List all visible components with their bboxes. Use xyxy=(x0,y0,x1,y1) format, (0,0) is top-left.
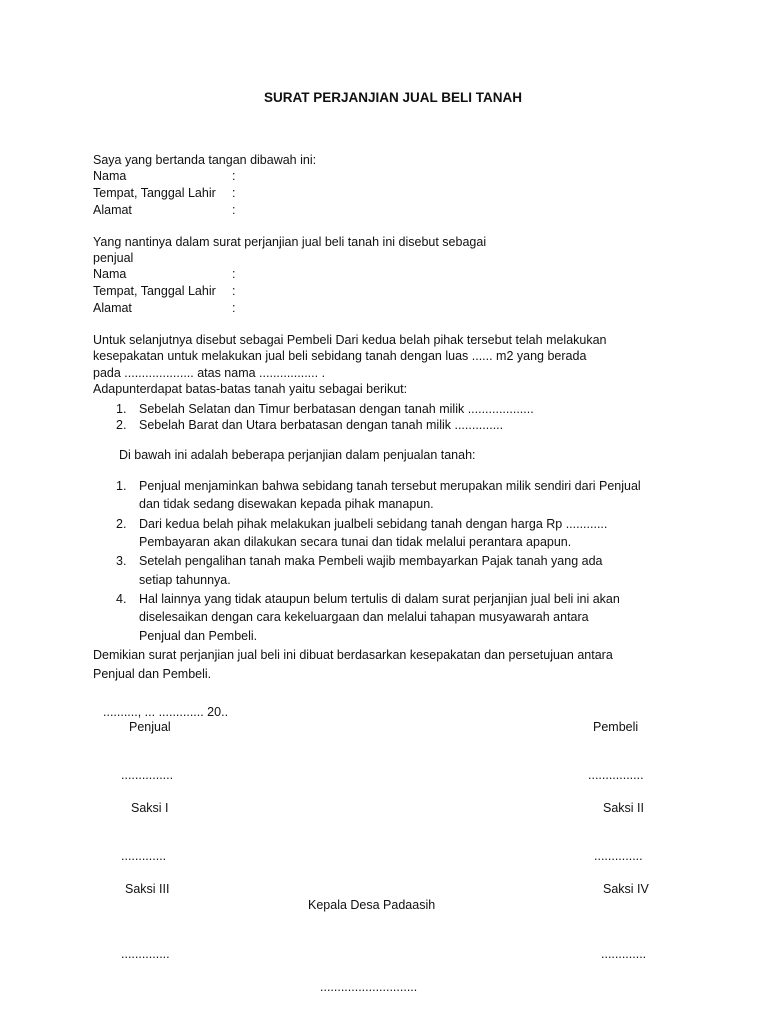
agreement-2-number: 2. xyxy=(116,517,127,531)
intro-text: Saya yang bertanda tangan dibawah ini: xyxy=(93,153,317,167)
party1-birth-label: Tempat, Tanggal Lahir xyxy=(93,186,216,200)
party2-name-colon: : xyxy=(232,267,236,281)
party2-birth-colon: : xyxy=(232,284,236,298)
agreement-1-line-2: dan tidak sedang disewakan kepada pihak manapun. xyxy=(139,497,434,511)
witness-2-signature-line: .............. xyxy=(594,849,643,863)
village-head-signature-line: ............................ xyxy=(320,980,418,994)
agreement-1-line-1: Penjual menjaminkan bahwa sebidang tanah tersebut merupakan milik sendiri dari Penjual xyxy=(139,479,641,493)
boundary-1-number: 1. xyxy=(116,402,127,416)
agreement-4-number: 4. xyxy=(116,592,127,606)
party2-address-colon: : xyxy=(232,301,236,315)
seller-statement-line-2: penjual xyxy=(93,251,134,265)
document-title: SURAT PERJANJIAN JUAL BELI TANAH xyxy=(264,90,523,105)
party1-name-colon: : xyxy=(232,169,236,183)
seller-signature-line: ............... xyxy=(121,768,174,782)
closing-line-2: Penjual dan Pembeli. xyxy=(93,667,212,681)
agreement-4-line-3: Penjual dan Pembeli. xyxy=(139,629,258,643)
witness-4-signature-line: ............. xyxy=(601,947,647,961)
seller-statement-line-1: Yang nantinya dalam surat perjanjian jual beli tanah ini disebut sebagai xyxy=(93,235,487,249)
agreement-1-number: 1. xyxy=(116,479,127,493)
party2-birth-label: Tempat, Tanggal Lahir xyxy=(93,284,216,298)
witness-1-label: Saksi I xyxy=(131,801,169,815)
agreement-3-line-1: Setelah pengalihan tanah maka Pembeli wajib membayarkan Pajak tanah yang ada xyxy=(139,554,603,568)
party2-address-label: Alamat xyxy=(93,301,132,315)
party1-address-label: Alamat xyxy=(93,203,132,217)
closing-line-1: Demikian surat perjanjian jual beli ini dibuat berdasarkan kesepakatan dan persetujuan antara xyxy=(93,648,613,662)
agreement-2-line-2: Pembayaran akan dilakukan secara tunai dan tidak melalui perantara apapun. xyxy=(139,535,572,549)
party1-name-label: Nama xyxy=(93,169,127,183)
witness-4-label: Saksi IV xyxy=(603,882,649,896)
party1-birth-colon: : xyxy=(232,186,236,200)
boundary-2-text: Sebelah Barat dan Utara berbatasan dengan tanah milik .............. xyxy=(139,418,504,432)
witness-3-signature-line: .............. xyxy=(121,947,170,961)
buyer-signature-label: Pembeli xyxy=(593,720,639,734)
witness-1-signature-line: ............. xyxy=(121,849,167,863)
boundaries-intro: Adapunterdapat batas-batas tanah yaitu sebagai berikut: xyxy=(93,382,408,396)
agreement-paragraph-line-3: pada .................... atas nama ................. . xyxy=(93,366,326,380)
witness-3-label: Saksi III xyxy=(125,882,170,896)
agreement-2-line-1: Dari kedua belah pihak melakukan jualbeli sebidang tanah dengan harga Rp ............ xyxy=(139,517,608,531)
buyer-signature-line: ................ xyxy=(588,768,644,782)
agreement-paragraph-line-1: Untuk selanjutnya disebut sebagai Pembeli Dari kedua belah pihak tersebut telah melakukan xyxy=(93,333,607,347)
signature-date-line: .........., ... ............. 20.. xyxy=(103,705,229,719)
village-head-label: Kepala Desa Padaasih xyxy=(308,898,436,912)
witness-2-label: Saksi II xyxy=(603,801,644,815)
boundary-1-text: Sebelah Selatan dan Timur berbatasan dengan tanah milik ................... xyxy=(139,402,534,416)
party2-name-label: Nama xyxy=(93,267,127,281)
boundary-2-number: 2. xyxy=(116,418,127,432)
agreement-4-line-1: Hal lainnya yang tidak ataupun belum tertulis di dalam surat perjanjian jual beli ini akan xyxy=(139,592,620,606)
agreement-4-line-2: diselesaikan dengan cara kekeluargaan dan melalui tahapan musyawarah antara xyxy=(139,610,589,624)
agreement-3-number: 3. xyxy=(116,554,127,568)
party1-address-colon: : xyxy=(232,203,236,217)
agreement-paragraph-line-2: kesepakatan untuk melakukan jual beli sebidang tanah dengan luas ...... m2 yang berada xyxy=(93,349,587,363)
agreements-intro: Di bawah ini adalah beberapa perjanjian dalam penjualan tanah: xyxy=(119,448,476,462)
agreement-3-line-2: setiap tahunnya. xyxy=(139,573,231,587)
seller-signature-label: Penjual xyxy=(129,720,171,734)
